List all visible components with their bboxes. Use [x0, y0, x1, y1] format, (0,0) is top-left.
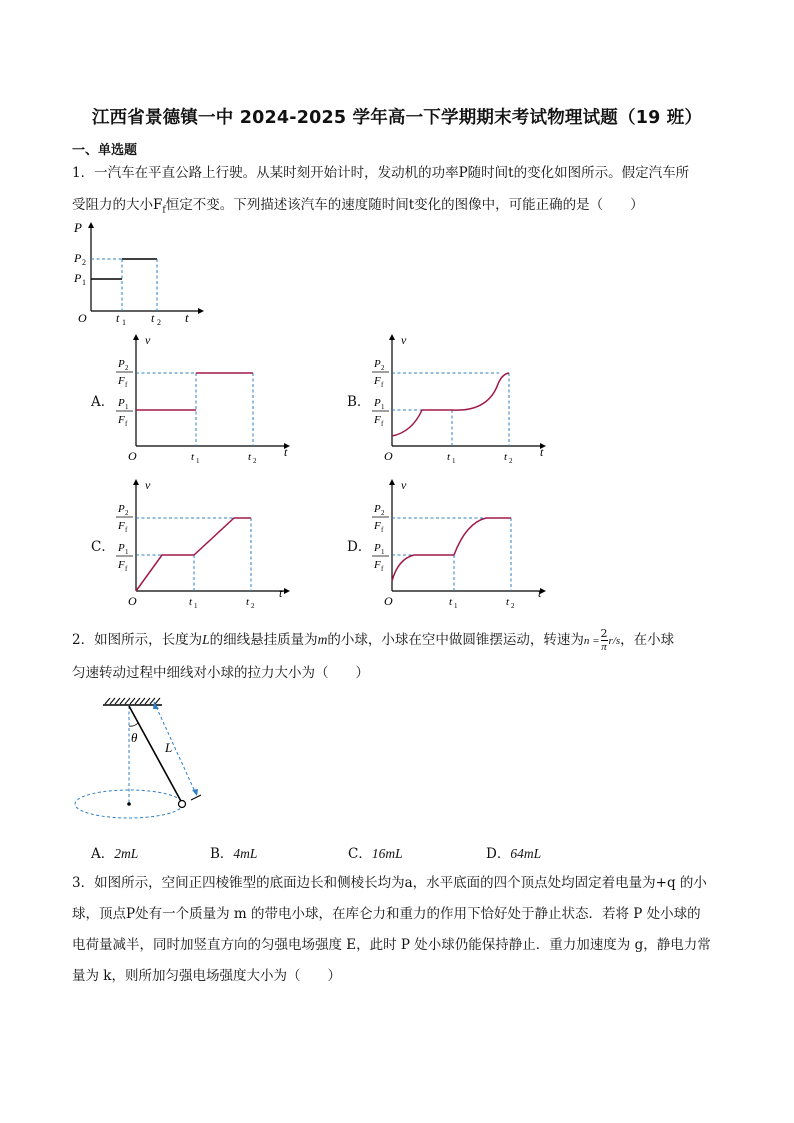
string	[129, 706, 182, 803]
q1-ff-sub: f	[162, 205, 166, 216]
page-title: 江西省景德镇一中 2024-2025 学年高一下学期期末考试物理试题（19 班）	[91, 108, 703, 128]
v-t1-sub: 1	[196, 457, 200, 465]
option-b-label[interactable]: B．	[347, 394, 371, 410]
p-graph-x-arrow	[198, 308, 204, 314]
length-arrow-bottom	[192, 789, 198, 796]
q1-line2-rest-text: 恒定不变。下列描述该汽车的速度随时间t变化的图像中，可能正确的是（ ）	[165, 197, 644, 213]
v-t2-sub: 2	[253, 457, 257, 465]
q2-line1	[72, 628, 674, 653]
frac2-den: F	[374, 520, 381, 532]
v-t2: t	[248, 451, 252, 463]
frac2-num-sub: 2	[381, 364, 385, 372]
frac1-den: F	[374, 559, 381, 571]
frac2-num: P	[118, 503, 125, 515]
p-t1: t	[116, 311, 120, 325]
p2-sub: 2	[82, 258, 86, 267]
frac1-den-sub: f	[381, 420, 384, 428]
option-c-graph[interactable]	[112, 477, 297, 612]
option-b-graph[interactable]	[368, 332, 553, 467]
vgraph-axes	[389, 334, 546, 449]
frac1-num-sub: 1	[381, 403, 385, 411]
v-t1: t	[189, 596, 193, 608]
frac1-num-sub: 1	[125, 403, 129, 411]
length-dash	[154, 702, 197, 796]
p-t2: t	[151, 311, 155, 325]
v-t1-sub: 1	[194, 602, 198, 610]
v-t1: t	[449, 596, 453, 608]
frac2-num: P	[374, 503, 381, 515]
q2-option-a-value: 2mL	[114, 846, 139, 861]
option-b-curve	[392, 373, 509, 436]
q2-option-a-label: A．	[91, 846, 115, 862]
frac1-den-sub: f	[125, 420, 128, 428]
p-origin: O	[78, 311, 87, 325]
v-origin: O	[384, 449, 393, 463]
q2-text-a: 2．如图所示，长度为	[72, 632, 203, 648]
v-t-axis: t	[279, 586, 283, 600]
q2-fraction	[601, 628, 608, 653]
frac2-num-sub: 2	[125, 509, 129, 517]
q2-L: L	[202, 632, 210, 647]
q2-option-c-label: C．	[348, 846, 372, 862]
orbit-center	[127, 802, 131, 806]
frac2-den-sub: f	[125, 526, 128, 534]
q1-line1: 1．一汽车在平直公路上行驶。从某时刻开始计时，发动机的功率P随时间t的变化如图所示。假定汽车所	[72, 165, 690, 181]
power-time-graph	[70, 220, 210, 330]
frac2-num: P	[118, 358, 125, 370]
q2-m: m	[317, 632, 328, 647]
v-t2-sub: 2	[509, 457, 513, 465]
q2-line2: 匀速转动过程中细线对小球的拉力大小为（ ）	[72, 665, 369, 681]
frac1-den-sub: f	[125, 565, 128, 573]
p-axis-label: P	[74, 220, 82, 235]
frac2-num-sub: 2	[125, 364, 129, 372]
frac2-num: P	[374, 358, 381, 370]
option-a-curve	[136, 373, 253, 410]
v-t-axis: t	[538, 586, 542, 600]
option-d-label[interactable]: D．	[347, 539, 372, 555]
q1-line2-start: 受阻力的大小F	[72, 197, 163, 213]
option-d-curve	[392, 518, 511, 581]
q3-line1: 3．如图所示，空间正四棱锥型的底面边长和侧棱长均为a，水平底面的四个顶点处均固定着电量为+q 的小	[72, 875, 707, 891]
v-axis-label: v	[401, 478, 407, 492]
vgraph-axes	[133, 479, 290, 594]
q2-frac-num: 2	[600, 627, 608, 640]
option-a-label[interactable]: A．	[91, 394, 115, 410]
frac2-den-sub: f	[381, 526, 384, 534]
conical-pendulum-figure	[70, 696, 220, 826]
v-origin: O	[128, 594, 137, 608]
frac2-den-sub: f	[381, 381, 384, 389]
v-t2-sub: 2	[251, 602, 255, 610]
q2-option-c-value: 16mL	[371, 846, 403, 861]
p-t1-sub: 1	[122, 318, 126, 327]
frac1-den: F	[118, 414, 125, 426]
frac1-den: F	[374, 414, 381, 426]
frac1-num: P	[374, 397, 381, 409]
frac1-num: P	[118, 397, 125, 409]
q2-text-b: 的细线悬挂质量为	[209, 632, 318, 648]
v-t1-sub: 1	[452, 457, 456, 465]
v-t2-sub: 2	[511, 602, 515, 610]
q2-n-expr: n =	[583, 635, 600, 647]
v-origin: O	[128, 449, 137, 463]
q3-line2: 球，顶点P处有一个质量为 m 的带电小球，在库仑力和重力的作用下恰好处于静止状态．若将 P 处小球的	[72, 906, 701, 922]
ball	[179, 801, 186, 808]
theta-label: θ	[131, 730, 138, 745]
p-graph-y-arrow	[88, 222, 94, 228]
q2-option-b-value: 4mL	[233, 846, 258, 861]
frac2-den-sub: f	[125, 381, 128, 389]
frac1-num: P	[374, 542, 381, 554]
frac1-den: F	[118, 559, 125, 571]
q2-text-c: 的小球，小球在空中做圆锥摆运动，转速为	[327, 632, 584, 648]
ceiling-hatch	[105, 698, 160, 704]
vgraph-axes	[133, 334, 290, 449]
v-t2: t	[246, 596, 250, 608]
frac1-num-sub: 1	[125, 548, 129, 556]
v-axis-label: v	[401, 333, 407, 347]
q2-option-d[interactable]	[486, 842, 541, 862]
frac2-den: F	[118, 375, 125, 387]
q1-line2	[72, 195, 644, 221]
p1-label: P	[74, 271, 82, 285]
q2-option-b[interactable]	[210, 842, 257, 862]
frac1-den-sub: f	[381, 565, 384, 573]
vgraph-axes	[389, 479, 546, 594]
q2-option-b-label: B．	[210, 846, 234, 862]
q2-option-d-value: 64mL	[510, 846, 542, 861]
frac2-num-sub: 2	[381, 509, 385, 517]
q2-unit: r/s	[608, 635, 621, 647]
p-t-axis: t	[185, 310, 189, 325]
v-t2: t	[506, 596, 510, 608]
theta-arc	[129, 723, 138, 726]
q3-line3: 电荷量减半，同时加竖直方向的匀强电场强度 E，此时 P 处小球仍能保持静止．重力加速度为 g，静电力常	[72, 937, 711, 953]
frac2-den: F	[118, 520, 125, 532]
p1-sub: 1	[82, 278, 86, 287]
frac1-num-sub: 1	[381, 548, 385, 556]
q2-frac-den: π	[601, 641, 607, 653]
v-t-axis: t	[540, 445, 544, 459]
option-c-label[interactable]: C．	[91, 539, 115, 555]
q2-option-d-label: D．	[486, 846, 511, 862]
q3-line4: 量为 k，则所加匀强电场强度大小为（ ）	[72, 968, 341, 984]
v-origin: O	[384, 594, 393, 608]
p2-label: P	[74, 251, 82, 265]
frac1-num: P	[118, 542, 125, 554]
v-t1-sub: 1	[454, 602, 458, 610]
v-t1: t	[447, 451, 451, 463]
option-a-graph[interactable]	[112, 332, 297, 467]
q2-option-a[interactable]	[91, 842, 138, 862]
length-label: L	[165, 740, 173, 755]
length-tick	[191, 795, 201, 800]
q2-option-c[interactable]	[348, 842, 403, 862]
frac2-den: F	[374, 375, 381, 387]
v-t2: t	[504, 451, 508, 463]
v-t1: t	[191, 451, 195, 463]
p-t2-sub: 2	[157, 318, 161, 327]
q2-text-d: ，在小球	[620, 632, 675, 648]
section-heading: 一、单选题	[72, 143, 138, 158]
v-axis-label: v	[145, 333, 151, 347]
v-t-axis: t	[284, 445, 288, 459]
option-d-graph[interactable]	[368, 477, 553, 612]
v-axis-label: v	[145, 478, 151, 492]
